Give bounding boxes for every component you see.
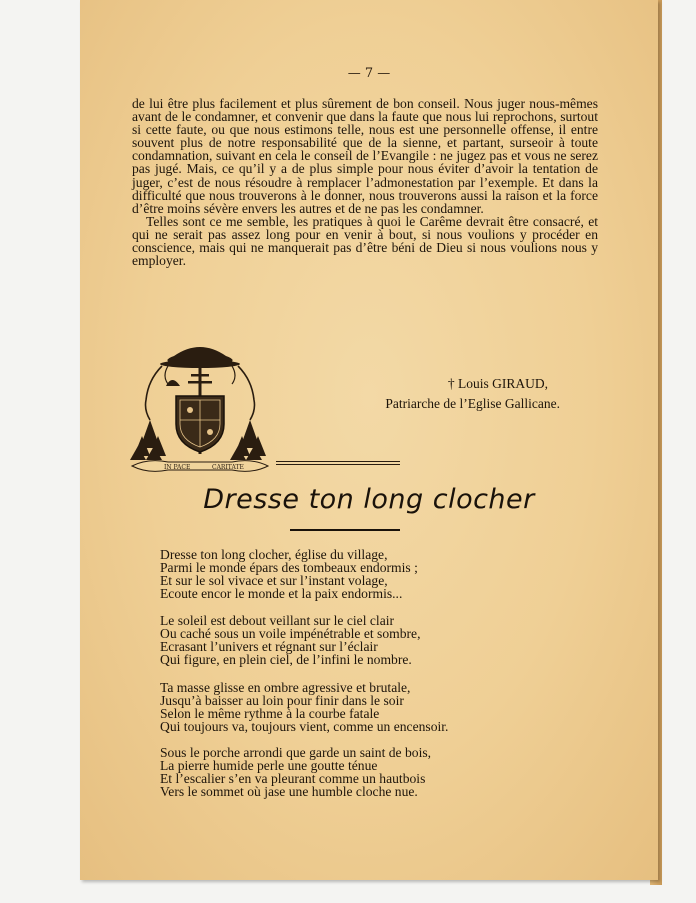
episcopal-coat-of-arms-icon (128, 340, 272, 476)
poem-line: Parmi le monde épars des tombeaux endormis ; (160, 559, 418, 575)
prose-paragraph-2: Telles sont ce me semble, les pratiques à quoi le Carême devrait être consacré, et qui ne serait pas assez long pour en venir à bout, si nous voulions y procéder en conscience, mais qui ne manquerait pas d’être béni de Dieu si nous voulions nous y employer. (132, 213, 598, 269)
poem-line: Qui toujours va, toujours vient, comme un encensoir. (160, 718, 449, 734)
prose-body (132, 97, 598, 267)
signature-block (320, 376, 560, 412)
section-divider (276, 461, 400, 462)
poem-line: Et l’escalier s’en va pleurant comme un hautbois (160, 770, 426, 786)
poem-line: Ta masse glisse en ombre agressive et brutale, (160, 680, 411, 695)
poem-stanza-1 (160, 549, 560, 601)
poem-line: Ecrasant l’univers et régnant sur l’éclair (160, 638, 378, 654)
poem-stanza-4 (160, 747, 560, 799)
poem-line: Qui figure, en plein ciel, de l’infini le nombre. (160, 651, 412, 667)
poem-stanza-2 (160, 615, 560, 667)
poem-stanza-3 (160, 682, 560, 734)
poem-line: Jusqu’à baisser au loin pour finir dans le soir (160, 692, 404, 708)
poem-line: Vers le sommet où jase une humble cloche nue. (160, 783, 418, 799)
poem-line: Et sur le sol vivace et sur l’instant volage, (160, 572, 388, 588)
poem-line: Ecoute encor le monde et la paix endormis... (160, 585, 403, 601)
crest-motto-left: IN PACE (164, 464, 191, 471)
poem-line: Le soleil est debout veillant sur le ciel clair (160, 613, 395, 628)
signature-title: Patriarche de l’Eglise Gallicane. (385, 396, 560, 411)
section-divider-thin (276, 464, 400, 465)
document-page (80, 0, 658, 880)
signature-name: † Louis GIRAUD, (447, 376, 548, 391)
poem-title-underline (290, 529, 400, 531)
poem-line: Selon le même rythme à la courbe fatale (160, 705, 380, 721)
poem-line: Dresse ton long clocher, église du village, (160, 547, 388, 562)
page-number: — 7 — (347, 66, 391, 81)
poem-line: Ou caché sous un voile impénétrable et sombre, (160, 625, 421, 641)
poem-line: La pierre humide perle une goutte ténue (160, 757, 378, 773)
poem-title: Dresse ton long clocher (203, 484, 535, 515)
crest-motto-right: CARITATE (212, 464, 244, 471)
poem-line: Sous le porche arrondi que garde un saint de bois, (160, 745, 432, 760)
prose-paragraph-1: de lui être plus facilement et plus sûrement de bon conseil. Nous juger nous-mêmes avant de le condamner, et convenir que dans la faute que nous lui reprochons, surtout si cette faute, ou que nous estimons telle, nous est une personnelle offense, il entre souvent plus de notre responsabilité que de la sienne, et partant, surseoir à toute condamnation, suivant en cela le conseil de l’Evangile : ne jugez pas et vous ne serez pas jugé. Mais, ce qu’il y a de plus simple pour nous éviter d’avoir la tentation de juger, c’est de nous résoudre à remplacer l’admonestation par l’exemple. Et dans la difficulté que nous trouverons à le donner, nous trouverons aussi la raison et la force d’être moins sévère envers les autres et de ne pas les condamner. (132, 96, 598, 216)
